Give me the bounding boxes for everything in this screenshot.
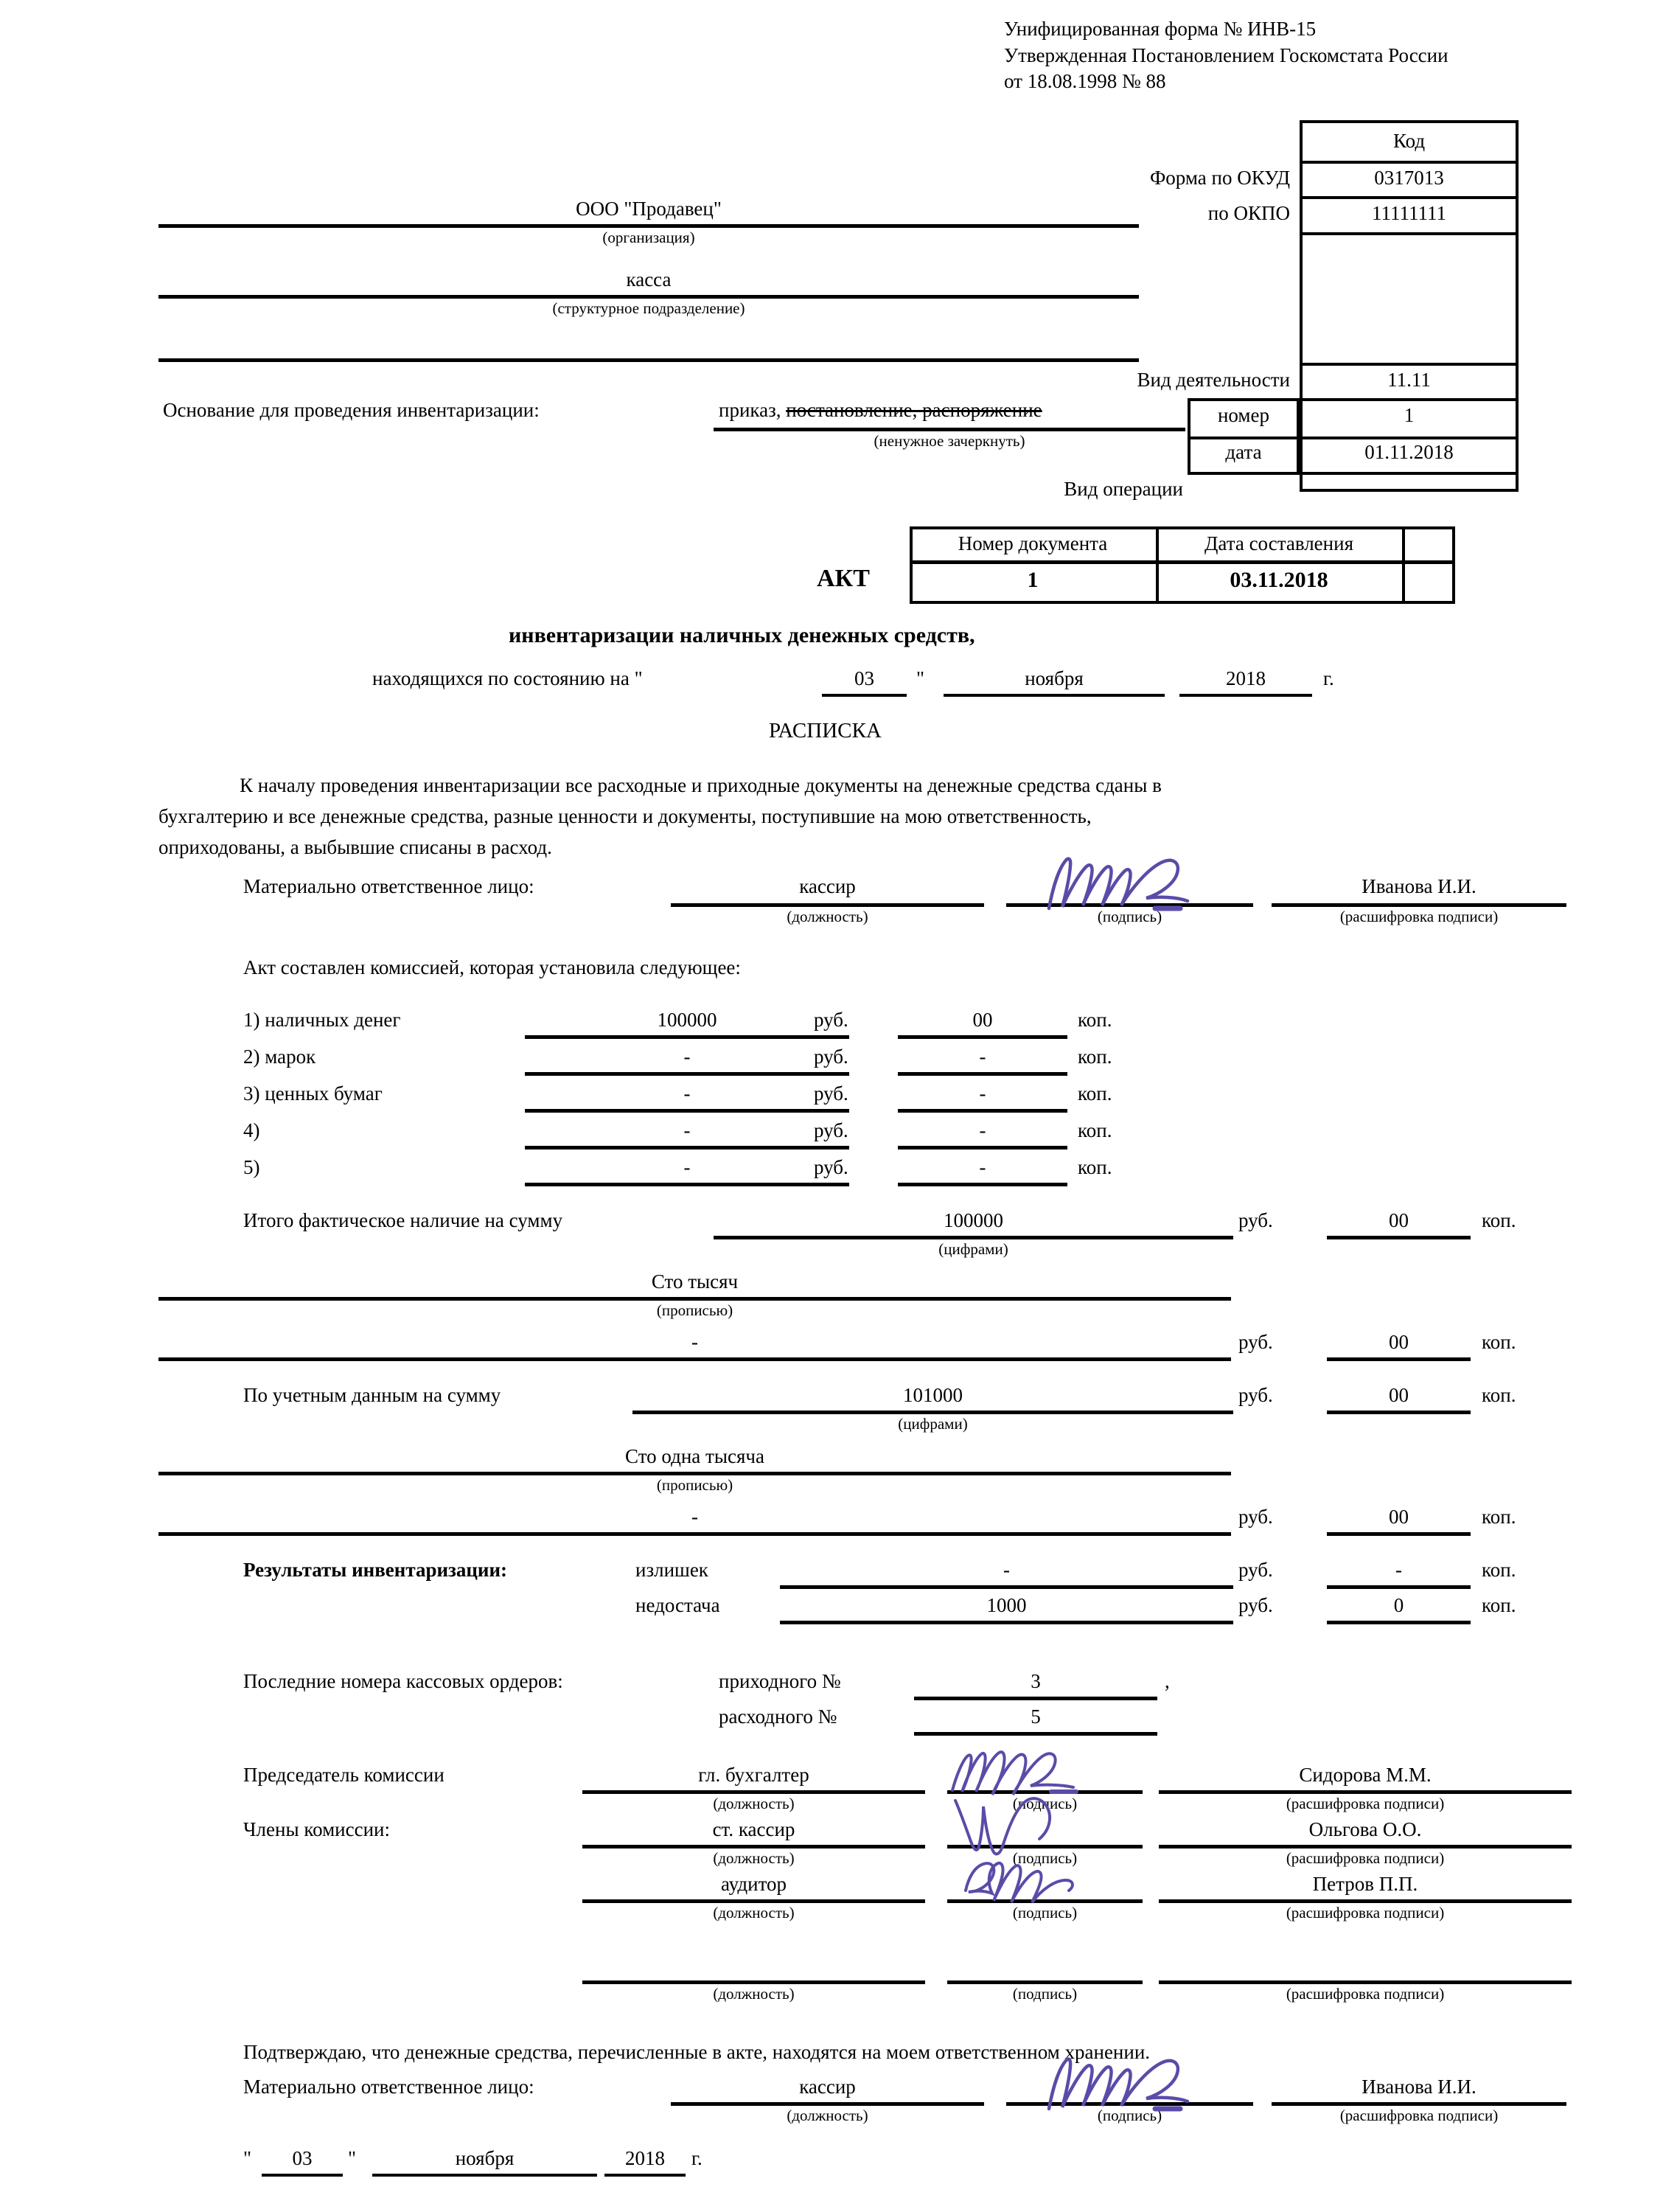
- actual-total-words-rub[interactable]: -: [691, 1331, 698, 1353]
- receipt-position-rule: [671, 903, 984, 907]
- book-total-label: По учетным данным на сумму: [243, 1384, 501, 1406]
- book-total-words-caption: (прописью): [656, 1476, 733, 1494]
- results-surplus-kop[interactable]: -: [1395, 1559, 1402, 1581]
- orders-outgoing-value[interactable]: 5: [1031, 1705, 1041, 1728]
- results-surplus-kop-unit: коп.: [1482, 1559, 1516, 1581]
- receipt-signature-caption: (подпись): [1097, 908, 1162, 925]
- results-surplus-rub[interactable]: -: [1003, 1559, 1010, 1581]
- final-date-suffix: г.: [691, 2147, 702, 2169]
- act-subtitle: инвентаризации наличных денежных средств,: [509, 623, 975, 647]
- book-total-words-kop-rule: [1327, 1532, 1471, 1536]
- item-rub-2[interactable]: -: [683, 1046, 691, 1068]
- code-table-divider: [1300, 437, 1519, 439]
- orders-label: Последние номера кассовых ордеров:: [243, 1670, 563, 1692]
- confirmation-name-caption: (расшифровка подписи): [1339, 2107, 1499, 2124]
- book-total-digits-rule: [632, 1411, 1233, 1414]
- actual-total-kop-rule: [1327, 1236, 1471, 1239]
- basis-caption: (ненужное зачеркнуть): [874, 432, 1025, 450]
- receipt-paragraph-line1: К началу проведения инвентаризации все расходные и приходные документы на денежные средства сданы в: [240, 774, 1162, 796]
- final-date-day[interactable]: 03: [292, 2147, 313, 2169]
- actual-total-kop[interactable]: 00: [1389, 1209, 1409, 1231]
- item-label-2: 2) марок: [243, 1046, 316, 1068]
- item-kop-rule-5: [898, 1183, 1067, 1186]
- results-shortage-kop[interactable]: 0: [1393, 1594, 1404, 1616]
- code-table-divider: [1300, 196, 1519, 199]
- results-shortage-label: недостача: [635, 1594, 720, 1616]
- book-total-rub-unit: руб.: [1238, 1384, 1273, 1406]
- form-header-line1: Унифицированная форма № ИНВ-15: [1004, 18, 1317, 40]
- final-date-day-rule: [262, 2174, 343, 2177]
- signature-petrov: [958, 1857, 1120, 1910]
- receipt-title: РАСПИСКА: [769, 719, 882, 742]
- item-kop-3[interactable]: -: [979, 1082, 986, 1105]
- actual-total-words-kop-rule: [1327, 1357, 1471, 1361]
- act-word: АКТ: [817, 565, 870, 592]
- act-asof-day[interactable]: 03: [854, 667, 874, 689]
- commission-signature-caption-3: (подпись): [1012, 1904, 1078, 1921]
- item-kop-unit-5: коп.: [1078, 1156, 1112, 1178]
- signature-sidorova: [949, 1749, 1119, 1799]
- act-asof-prefix: находящихся по состоянию на ": [372, 667, 643, 689]
- commission-name-caption-1: (расшифровка подписи): [1286, 1795, 1445, 1812]
- final-date-month[interactable]: ноября: [455, 2147, 515, 2169]
- item-rub-rule-3: [525, 1109, 849, 1113]
- act-doc-number-value[interactable]: 1: [1027, 568, 1039, 592]
- commission-name-rule-4: [1159, 1980, 1572, 1984]
- orders-incoming-rule: [914, 1697, 1157, 1700]
- book-total-words-kop-unit: коп.: [1482, 1506, 1516, 1528]
- activity-value[interactable]: 11.11: [1387, 369, 1431, 391]
- book-total-words-rub-rule: [158, 1532, 1231, 1536]
- commission-name-caption-2: (расшифровка подписи): [1286, 1849, 1445, 1867]
- item-rub-3[interactable]: -: [683, 1082, 691, 1105]
- basis-box-divider: [1188, 437, 1300, 439]
- basis-value-struck: постановление, распоряжение: [786, 399, 1042, 421]
- final-date-year[interactable]: 2018: [625, 2147, 665, 2169]
- item-kop-4[interactable]: -: [979, 1119, 986, 1141]
- operation-label: Вид операции: [1064, 478, 1183, 500]
- act-asof-year[interactable]: 2018: [1226, 667, 1266, 689]
- results-shortage-kop-rule: [1327, 1621, 1471, 1624]
- actual-total-digits-caption: (цифрами): [938, 1240, 1008, 1258]
- results-shortage-rub[interactable]: 1000: [986, 1594, 1027, 1616]
- receipt-paragraph-line2: бухгалтерию и все денежные средства, разные ценности и документы, поступившие на мою ответственность,: [158, 805, 1092, 827]
- item-rub-1[interactable]: 100000: [657, 1009, 717, 1031]
- item-rub-5[interactable]: -: [683, 1156, 691, 1178]
- basis-value-keep: приказ,: [719, 399, 781, 421]
- actual-total-words-caption: (прописью): [656, 1301, 733, 1319]
- receipt-position-caption: (должность): [787, 908, 868, 925]
- item-kop-rule-4: [898, 1146, 1067, 1150]
- item-kop-2[interactable]: -: [979, 1046, 986, 1068]
- act-asof-month[interactable]: ноября: [1025, 667, 1084, 689]
- receipt-position-value[interactable]: кассир: [799, 875, 856, 897]
- act-asof-quote: ": [916, 667, 925, 689]
- actual-total-words-rub-unit: руб.: [1238, 1331, 1273, 1353]
- confirmation-position-rule: [671, 2102, 984, 2106]
- item-rub-unit-3: руб.: [814, 1082, 848, 1105]
- results-shortage-kop-unit: коп.: [1482, 1594, 1516, 1616]
- confirmation-name-rule: [1272, 2102, 1566, 2106]
- item-kop-rule-2: [898, 1072, 1067, 1076]
- commission-position-rule-4: [582, 1980, 925, 1984]
- commission-position-1[interactable]: гл. бухгалтер: [698, 1764, 809, 1786]
- commission-position-rule-2: [582, 1845, 925, 1848]
- signature-ivanova-receipt: [1043, 855, 1220, 913]
- commission-chairman-label: Председатель комиссии: [243, 1764, 444, 1786]
- okud-value[interactable]: 0317013: [1374, 167, 1444, 189]
- act-asof-day-rule: [822, 694, 907, 697]
- book-total-words[interactable]: Сто одна тысяча: [625, 1445, 764, 1467]
- item-rub-4[interactable]: -: [683, 1119, 691, 1141]
- final-date-month-rule: [372, 2174, 597, 2177]
- commission-name-caption-4: (расшифровка подписи): [1286, 1985, 1445, 2003]
- book-total-digits[interactable]: 101000: [903, 1384, 963, 1406]
- commission-members-label: Члены комиссии:: [243, 1818, 390, 1840]
- book-total-words-rub-unit: руб.: [1238, 1506, 1273, 1528]
- confirmation-position-value[interactable]: кассир: [799, 2076, 856, 2098]
- commission-name-3[interactable]: Петров П.П.: [1312, 1873, 1418, 1895]
- basis-number-label: номер: [1217, 404, 1269, 426]
- receipt-responsible-label: Материально ответственное лицо:: [243, 875, 534, 897]
- book-total-words-rub[interactable]: -: [691, 1506, 698, 1528]
- subdivision-caption: (структурное подразделение): [552, 299, 745, 317]
- act-doc-date-label: Дата составления: [1204, 532, 1353, 554]
- confirmation-name-value[interactable]: Иванова И.И.: [1362, 2076, 1477, 2098]
- results-shortage-rub-unit: руб.: [1238, 1594, 1273, 1616]
- receipt-name-value[interactable]: Иванова И.И.: [1362, 875, 1477, 897]
- commission-name-1[interactable]: Сидорова М.М.: [1299, 1764, 1432, 1786]
- actual-total-label: Итого фактическое наличие на сумму: [243, 1209, 563, 1231]
- actual-total-digits-rule: [714, 1236, 1233, 1239]
- commission-position-caption-2: (должность): [713, 1849, 795, 1867]
- results-surplus-rub-rule: [780, 1585, 1233, 1589]
- actual-total-words-kop[interactable]: 00: [1389, 1331, 1409, 1353]
- okpo-label: по ОКПО: [1207, 202, 1290, 224]
- commission-name-caption-3: (расшифровка подписи): [1286, 1904, 1445, 1921]
- commission-position-rule-3: [582, 1899, 925, 1903]
- commission-name-rule-2: [1159, 1845, 1572, 1848]
- activity-label: Вид деятельности: [1137, 369, 1290, 391]
- commission-position-caption-4: (должность): [713, 1985, 795, 2003]
- results-surplus-kop-rule: [1327, 1585, 1471, 1589]
- actual-total-words-rule: [158, 1297, 1231, 1301]
- code-table-divider: [1300, 363, 1519, 366]
- commission-name-rule-1: [1159, 1790, 1572, 1794]
- orders-incoming-value[interactable]: 3: [1031, 1670, 1041, 1692]
- actual-total-digits[interactable]: 100000: [944, 1209, 1003, 1231]
- item-label-1: 1) наличных денег: [243, 1009, 401, 1031]
- subdivision-rule: [158, 295, 1139, 299]
- confirmation-signature-caption: (подпись): [1097, 2107, 1162, 2124]
- item-rub-unit-4: руб.: [814, 1119, 848, 1141]
- item-rub-rule-1: [525, 1035, 849, 1039]
- subdivision-value[interactable]: касса: [626, 268, 672, 291]
- form-header-line3: от 18.08.1998 № 88: [1004, 70, 1166, 93]
- item-kop-unit-4: коп.: [1078, 1119, 1112, 1141]
- item-rub-rule-4: [525, 1146, 849, 1150]
- item-kop-unit-1: коп.: [1078, 1009, 1112, 1031]
- item-rub-rule-5: [525, 1183, 849, 1186]
- confirmation-position-caption: (должность): [787, 2107, 868, 2124]
- form-header: [1004, 16, 1448, 95]
- commission-position-caption-3: (должность): [713, 1904, 795, 1921]
- confirmation-responsible-label: Материально ответственное лицо:: [243, 2076, 534, 2098]
- actual-total-words-kop-unit: коп.: [1482, 1331, 1516, 1353]
- basis-date-value[interactable]: 01.11.2018: [1364, 441, 1454, 463]
- results-label: Результаты инвентаризации:: [243, 1559, 508, 1581]
- commission-position-2[interactable]: ст. кассир: [712, 1818, 795, 1840]
- actual-total-words[interactable]: Сто тысяч: [651, 1270, 739, 1293]
- item-kop-1[interactable]: 00: [972, 1009, 993, 1031]
- commission-signature-rule-4: [947, 1980, 1143, 1984]
- act-doc-table-vline: [1402, 526, 1405, 604]
- code-table-divider: [1300, 398, 1519, 401]
- book-total-kop-unit: коп.: [1482, 1384, 1516, 1406]
- final-date-quote-close: ": [348, 2147, 357, 2169]
- commission-signature-caption-1: (подпись): [1012, 1795, 1078, 1812]
- form-header-line2: Утвержденная Постановлением Госкомстата России: [1004, 44, 1448, 66]
- item-kop-unit-2: коп.: [1078, 1046, 1112, 1068]
- orders-outgoing-rule: [914, 1732, 1157, 1736]
- commission-name-rule-3: [1159, 1899, 1572, 1903]
- actual-total-kop-unit: коп.: [1482, 1209, 1516, 1231]
- act-doc-number-label: Номер документа: [958, 532, 1108, 554]
- item-label-4: 4): [243, 1119, 260, 1141]
- orders-incoming-label: приходного №: [719, 1670, 841, 1692]
- signature-ivanova-confirmation: [1043, 2056, 1220, 2113]
- book-total-words-kop[interactable]: 00: [1389, 1506, 1409, 1528]
- act-asof-month-rule: [944, 694, 1165, 697]
- commission-intro: Акт составлен комиссией, которая установила следующее:: [243, 956, 741, 978]
- receipt-name-rule: [1272, 903, 1566, 907]
- results-surplus-label: излишек: [635, 1559, 708, 1581]
- basis-value[interactable]: [719, 399, 1042, 422]
- item-label-5: 5): [243, 1156, 260, 1178]
- code-table-header: Код: [1392, 130, 1426, 152]
- book-total-digits-caption: (цифрами): [898, 1415, 968, 1433]
- orders-outgoing-label: расходного №: [719, 1705, 837, 1728]
- basis-label: Основание для проведения инвентаризации:: [163, 399, 540, 421]
- commission-position-rule-1: [582, 1790, 925, 1794]
- item-rub-unit-5: руб.: [814, 1156, 848, 1178]
- act-doc-table-divider: [910, 560, 1455, 564]
- item-rub-rule-2: [525, 1072, 849, 1076]
- basis-date-label: дата: [1225, 441, 1262, 463]
- code-table-divider: [1300, 232, 1519, 235]
- commission-position-3[interactable]: аудитор: [720, 1873, 787, 1895]
- orders-comma: ,: [1165, 1670, 1170, 1692]
- item-kop-rule-3: [898, 1109, 1067, 1113]
- signature-olgova: [951, 1793, 1120, 1860]
- commission-name-2[interactable]: Ольгова О.О.: [1308, 1818, 1422, 1840]
- confirmation-text: Подтверждаю, что денежные средства, перечисленные в акте, находятся на моем ответственном хранении.: [243, 2041, 1151, 2063]
- actual-total-rub-unit: руб.: [1238, 1209, 1273, 1231]
- item-kop-5[interactable]: -: [979, 1156, 986, 1178]
- act-doc-date-value[interactable]: 03.11.2018: [1230, 568, 1328, 592]
- book-total-kop[interactable]: 00: [1389, 1384, 1409, 1406]
- okpo-value[interactable]: 11111111: [1372, 202, 1446, 224]
- item-kop-rule-1: [898, 1035, 1067, 1039]
- book-total-words-rule: [158, 1472, 1231, 1475]
- results-shortage-rub-rule: [780, 1621, 1233, 1624]
- final-date-quote-open: ": [243, 2147, 252, 2169]
- code-table-divider: [1300, 161, 1519, 164]
- okud-label: Форма по ОКУД: [1149, 167, 1290, 189]
- receipt-paragraph-line3: оприходованы, а выбывшие списаны в расход.: [158, 836, 552, 858]
- organization-value[interactable]: ООО "Продавец": [576, 198, 722, 220]
- item-kop-unit-3: коп.: [1078, 1082, 1112, 1105]
- act-asof-year-rule: [1179, 694, 1312, 697]
- basis-rule: [714, 428, 1185, 431]
- act-asof-suffix: г.: [1323, 667, 1334, 689]
- code-table-divider: [1300, 472, 1519, 475]
- item-rub-unit-2: руб.: [814, 1046, 848, 1068]
- item-label-3: 3) ценных бумаг: [243, 1082, 383, 1105]
- final-date-year-rule: [604, 2174, 686, 2177]
- item-rub-unit-1: руб.: [814, 1009, 848, 1031]
- organization-caption: (организация): [602, 229, 695, 246]
- commission-signature-caption-4: (подпись): [1012, 1985, 1078, 2003]
- commission-position-caption-1: (должность): [713, 1795, 795, 1812]
- results-surplus-rub-unit: руб.: [1238, 1559, 1273, 1581]
- commission-signature-caption-2: (подпись): [1012, 1849, 1078, 1867]
- actual-total-words-rub-rule: [158, 1357, 1231, 1361]
- basis-number-value[interactable]: 1: [1404, 404, 1415, 426]
- receipt-name-caption: (расшифровка подписи): [1339, 908, 1499, 925]
- book-total-kop-rule: [1327, 1411, 1471, 1414]
- subdivision-second-rule: [158, 358, 1139, 362]
- organization-rule: [158, 224, 1139, 228]
